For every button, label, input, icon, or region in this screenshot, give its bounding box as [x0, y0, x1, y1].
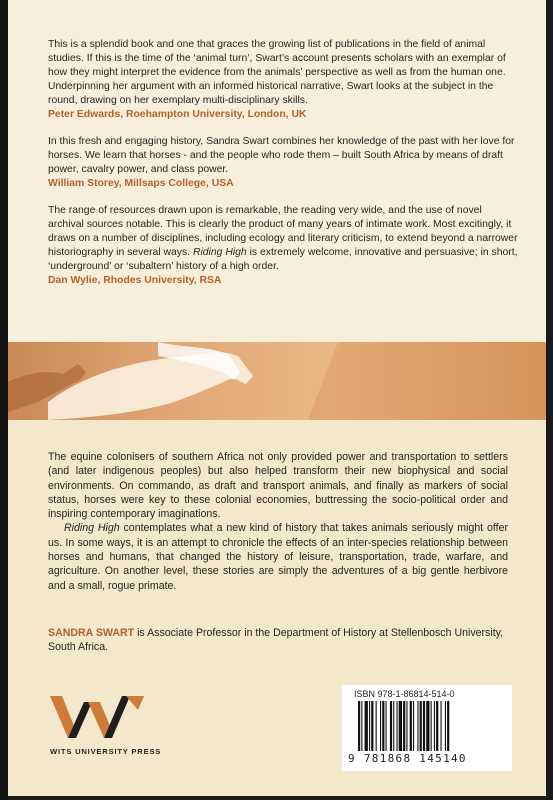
barcode-bar: [426, 701, 429, 751]
scan-edge: [0, 0, 8, 800]
review-text-before: The range of resources drawn upon is remarkable, the reading very wide, and the use of novel archival sources notable. This is clearly the product of many years of intimate work. Most excitingly, it draws on a number of disciplines, including ecology and literary criticism, to extend beyond a narrower historiography in several ways.: [48, 205, 518, 258]
publisher-name: WITS UNIVERSITY PRESS: [50, 747, 162, 756]
barcode-digits: 9 781868 145140: [348, 752, 467, 765]
barcode-bar: [393, 701, 394, 751]
review-2: [48, 135, 518, 191]
barcode-bar: [445, 701, 446, 751]
barcode-bar: [369, 701, 370, 751]
author-name: SANDRA SWART: [48, 627, 135, 639]
horse-illustration: [8, 342, 546, 420]
barcode-bar: [371, 701, 373, 751]
reviewer-name: William Storey, Millsaps College, USA: [48, 178, 234, 189]
barcode-bar: [376, 701, 377, 751]
reviews: [48, 38, 518, 301]
review-1: [48, 38, 518, 122]
barcode-bar: [434, 701, 435, 751]
barcode-bar: [358, 701, 360, 751]
reviewer-name: Peter Edwards, Roehampton University, London, UK: [48, 109, 307, 120]
author-bio: [48, 626, 508, 655]
barcode-bar: [361, 701, 362, 751]
barcode-bar: [417, 701, 418, 751]
book-title: Riding High: [64, 522, 120, 535]
description-paragraph-2: [48, 521, 508, 592]
barcode-bar: [441, 701, 442, 751]
review-text: In this fresh and engaging history, Sandra Swart combines her knowledge of the past with her love for horses. We learn that horses - and the people who rode them – built South Africa by means of draft power, cavalry power, and class power.: [48, 136, 515, 175]
barcode-bar: [365, 701, 368, 751]
description-panel: [8, 420, 546, 796]
review-text: [48, 204, 518, 274]
book-description: [48, 450, 508, 593]
reviews-panel: [8, 0, 546, 342]
barcode-bar: [380, 701, 381, 751]
barcode-bar: [390, 701, 392, 751]
description-paragraph-1: The equine colonisers of southern Africa not only provided power and transportation to settlers (and later indigenous peoples) but also helped transform their new biophysical and social environments. On commando, as draft and transport animals, and finally as markers of social status, horses were key to these colonial economies, buttressing the socio-political order and inspiring contemporary imaginations.: [48, 451, 508, 521]
barcode-bar: [406, 701, 407, 751]
barcode-bar: [436, 701, 438, 751]
reviewer-name: Dan Wylie, Rhodes University, RSA: [48, 275, 222, 286]
barcode: [342, 685, 512, 771]
barcode-bar: [386, 701, 387, 751]
barcode-bar: [413, 701, 414, 751]
book-title: Riding High: [192, 247, 247, 258]
barcode-bar: [423, 701, 425, 751]
isbn-label: ISBN 978-1-86814-514-0: [354, 689, 455, 699]
barcode-bar: [410, 701, 412, 751]
description-paragraph-2-text: contemplates what a new kind of history that takes animals seriously might offer us. In some ways, it is an attempt to chronicle the effects of an inter-species relationship between horses and humans, that changed the history of leisure, transportation, trade, warfare, and agriculture. On another level, these stories are simply the adventures of a big gentle herbivore and a small, rogue primate.: [48, 522, 509, 592]
back-cover: [8, 0, 546, 796]
review-text: This is a splendid book and one that graces the growing list of publications in the field of animal studies. If this is the time of the ‘animal turn’, Swart’s account presents scholars with an exemplar of how they might interpret the evidence from the animals’ perspective as well as from the human one. Underpinning her argument with an informed historical narrative, Swart looks at the subject in the round, drawing on her exemplary multi-disciplinary skills.: [48, 39, 506, 106]
barcode-bar: [397, 701, 398, 751]
author-bio-text: is Associate Professor in the Department of History at Stellenbosch University, South Africa.: [48, 627, 504, 654]
barcode-bar: [447, 701, 449, 751]
barcode-bar: [399, 701, 402, 751]
review-3: [48, 204, 518, 288]
wits-press-logo-icon: [48, 692, 148, 742]
barcode-bar: [420, 701, 422, 751]
horse-image-band: [8, 342, 546, 420]
barcode-bar: [382, 701, 384, 751]
barcode-bar: [403, 701, 405, 751]
barcode-bar: [431, 701, 432, 751]
review-text-after: is extremely welcome, innovative and persuasive; in short, ‘underground’ or ‘subaltern’ history of a high order.: [48, 247, 518, 272]
